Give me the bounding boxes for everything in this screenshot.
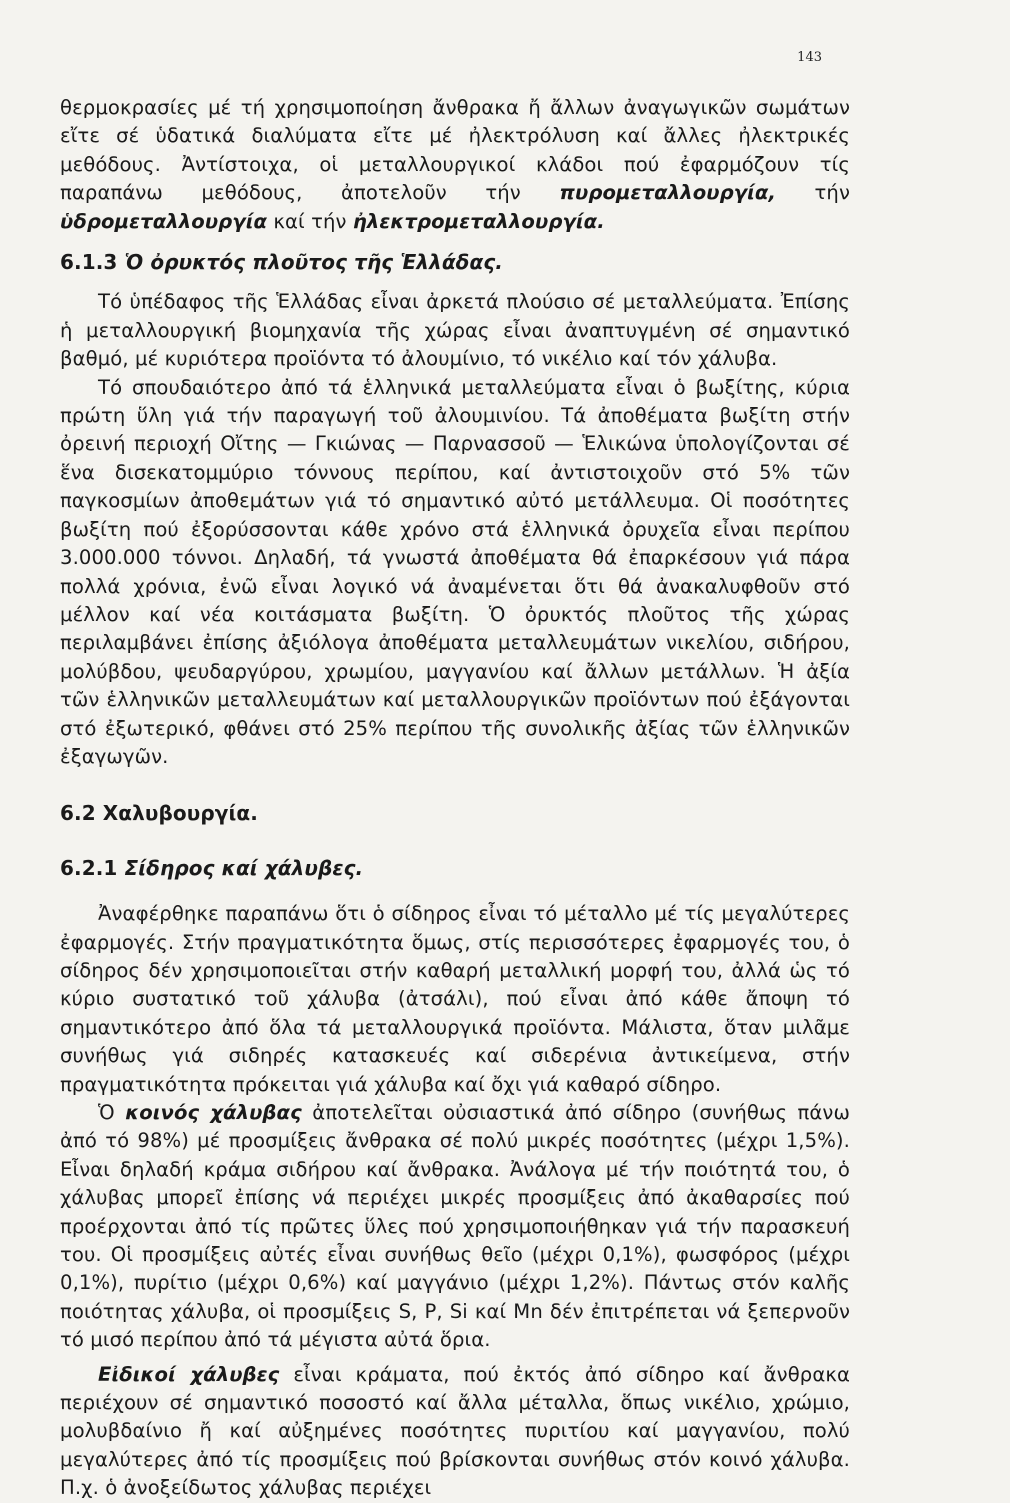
page-number: 143 [797,50,822,65]
paragraph-intro: θερμοκρασίες μέ τή χρησιμοποίηση ἄνθρακα ἤ ἄλλων ἀναγωγικῶν σωμάτων εἴτε σέ ὑδατικά διαλύματα εἴτε μέ ἠλεκτρόλυση καί ἄλλες ἠλεκτρικές μεθόδους. Ἀντίστοιχα, οἱ μεταλλουργικοί κλάδοι πού ἐφαρμόζουν τίς παραπάνω μεθόδους, ἀποτελοῦν τήν πυρομεταλλουργία, τήν ὑδρομεταλλουργία καί τήν ἠλεκτρομεταλλουργία. [60,96,851,233]
paragraph-iron: Ἀναφέρθηκε παραπάνω ὅτι ὁ σίδηρος εἶναι τό μέταλλο μέ τίς μεγαλύτερες ἐφαρμογές. Στήν πραγματικότητα ὅμως, στίς περισσότερες ἐφαρμογές του, ὁ σίδηρος δέν χρησιμοποιεῖται στήν καθαρή μεταλλική μορφή του, ἀλλά ὡς τό κύριο συστατικό τοῦ χάλυβα (ἀτσάλι), πού εἶναι ἀπό κάθε ἄποψη τό σημαντικότερο ἀπό ὅλα τά μεταλλουργικά προϊόντα. Μάλιστα, ὅταν μιλᾶμε συνήθως γιά σιδηρές κατασκευές καί σιδερένια ἀντικείμενα, στήν πραγματικότητα πρόκειται γιά χάλυβα καί ὄχι γιά καθαρό σίδηρο. [60,902,850,1096]
term-common-steel: κοινός χάλυβας [125,1101,302,1124]
heading-6-1-3: 6.1.3 Ὁ ὀρυκτός πλοῦτος τῆς Ἑλλάδας. [60,250,503,275]
heading-6-2: 6.2 Χαλυβουργία. [60,801,258,826]
page-content [60,94,850,1503]
term-hydrometallurgy: ὑδρομεταλλουργία [60,209,268,233]
term-electrometallurgy: ἠλεκτρομεταλλουργία. [352,209,605,233]
term-special-steels: Εἰδικοί χάλυβες [98,1362,280,1386]
paragraph-special-steels: Εἰδικοί χάλυβες εἶναι κράματα, πού ἐκτός ἀπό σίδηρο καί ἄνθρακα περιέχουν σέ σημαντικό ποσοστό καί ἄλλα μέταλλα, ὅπως νικέλιο, χρώμιο, μολυβδαίνιο ἤ καί αὐξημένες ποσότητες πυριτίου καί μαγγανίου, πολύ μεγαλύτερες ἀπό τίς προσμίξεις πού βρίσκονται συνήθως στόν κοινό χάλυβα. Π.χ. ὁ ἀνοξείδωτος χάλυβας περιέχει [60,1362,851,1500]
paragraph-common-steel: Ὁ κοινός χάλυβας ἀποτελεῖται οὐσιαστικά ἀπό σίδηρο (συνήθως πάνω ἀπό τό 98%) μέ προσμίξεις ἄνθρακα σέ πολύ μικρές ποσότητες (μέχρι 1,5%). Εἶναι δηλαδή κράμα σιδήρου καί ἄνθρακα. Ἀνάλογα μέ τήν ποιότητά του, ὁ χάλυβας μπορεῖ ἐπίσης νά περιέχει μικρές προσμίξεις ἀπό ἀκαθαρσίες πού προέρχονται ἀπό τίς πρῶτες ὕλες πού χρησιμοποιήθηκαν γιά τήν παρασκευή του. Οἱ προσμίξεις αὐτές εἶναι συνήθως θεῖο (μέχρι 0,1%), φωσφόρος (μέχρι 0,1%), πυρίτιο (μέχρι 0,6%) καί μαγγάνιο (μέχρι 1,2%). Πάντως στόν καλῆς ποιότητας χάλυβα, οἱ προσμίξεις S, P, Si καί Mn δέν ἐπιτρέπεται νά ξεπερνοῦν τό μισό περίπου ἀπό τά μέγιστα αὐτά ὅρια. [60,1101,850,1352]
term-pyrometallurgy: πυρομεταλλουργία, [559,181,776,205]
paragraph-bauxite: Τό σπουδαιότερο ἀπό τά ἑλληνικά μεταλλεύματα εἶναι ὁ βωξίτης, κύρια πρώτη ὕλη γιά τήν παραγωγή τοῦ ἀλουμινίου. Τά ἀποθέματα βωξίτη στήν ὀρεινή περιοχή Οἴτης — Γκιώνας — Παρνασσοῦ — Ἑλικώνα ὑπολογίζονται σέ ἕνα δισεκατομμύριο τόννους περίπου, καί ἀντιστοιχοῦν στό 5% τῶν παγκοσμίων ἀποθεμάτων γιά τό σημαντικό αὐτό μετάλλευμα. Οἱ ποσότητες βωξίτη πού ἐξορύσσονται κάθε χρόνο στά ἑλληνικά ὀρυχεῖα εἶναι περίπου 3.000.000 τόννοι. Δηλαδή, τά γνωστά ἀποθέματα θά ἐπαρκέσουν γιά πάρα πολλά χρόνια, ἐνῶ εἶναι λογικό νά ἀναμένεται ὅτι θά ἀνακαλυφθοῦν στό μέλλον καί νέα κοιτάσματα βωξίτη. Ὁ ὀρυκτός πλοῦτος τῆς χώρας περιλαμβάνει ἐπίσης ἀξιόλογα ἀποθέματα μεταλλευμάτων νικελίου, σιδήρου, μολύβδου, ψευδαργύρου, χρωμίου, μαγγανίου καί ἄλλων μετάλλων. Ἡ ἀξία τῶν ἑλληνικῶν μεταλλευμάτων καί μεταλλουργικῶν προϊόντων πού ἐξάγονται στό ἐξωτερικό, φθάνει στό 25% περίπου τῆς συνολικῆς ἀξίας τῶν ἑλληνικῶν ἐξαγωγῶν. [60,375,850,768]
paragraph-mineral-wealth: Τό ὑπέδαφος τῆς Ἑλλάδας εἶναι ἀρκετά πλούσιο σέ μεταλλεύματα. Ἐπίσης ἡ μεταλλουργική βιομηχανία τῆς χώρας εἶναι ἀναπτυγμένη σέ σημαντικό βαθμό, μέ κυριότερα προϊόντα τό ἀλουμίνιο, τό νικέλιο καί τόν χάλυβα. [60,290,850,371]
heading-6-2-1: 6.2.1 Σίδηρος καί χάλυβες. [60,855,364,880]
